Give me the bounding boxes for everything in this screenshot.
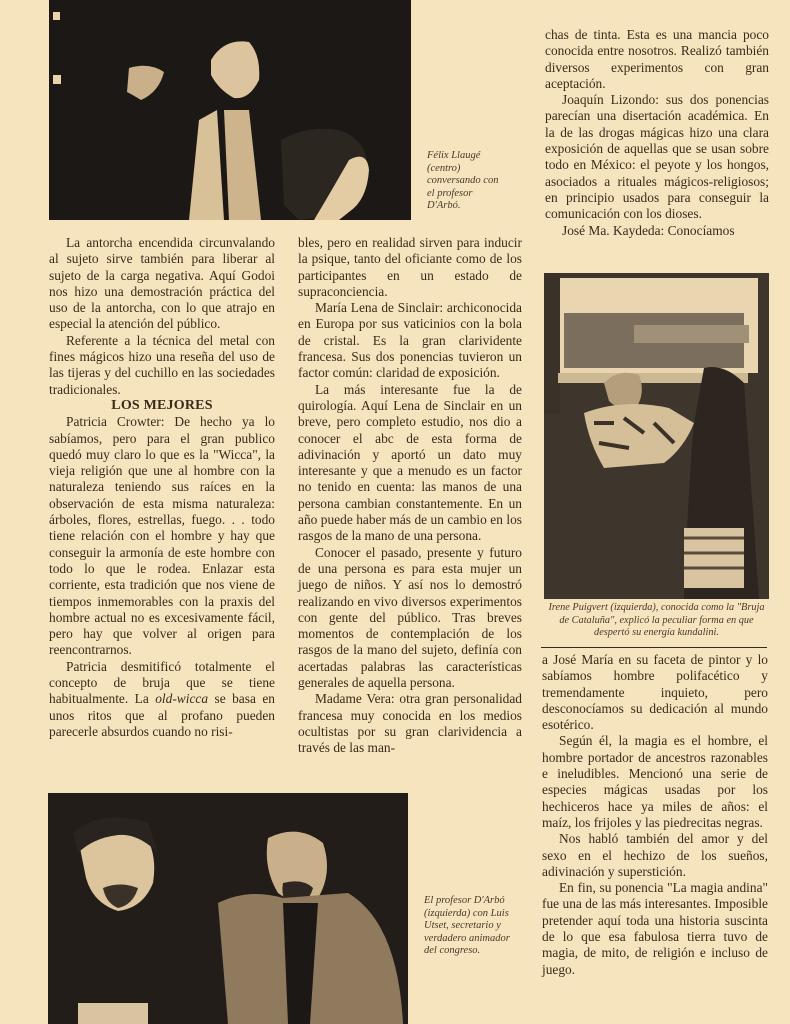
paragraph: chas de tinta. Esta es una mancia poco conocida entre nosotros. Realizó también diversos experimentos con gran aceptación.: [545, 27, 769, 91]
divider-rule: [541, 647, 767, 648]
photo-image: [48, 793, 408, 1024]
photo-caption-top: Félix Llaugé (centro) conversando con el profesor D'Arbó.: [427, 150, 499, 212]
paragraph: La más interesante fue la de quirología. Aquí Lena de Sinclair en un breve, pero completo estudio, nos dio a conocer el abc de esta forma de adivinación y aportó un dato muy interesante y que a menudo es un factor no tenido en cuenta: las manos de una persona cambian constantemente. En un año puede haber más de un cambio en los rasgos de la mano de una persona.: [298, 381, 522, 544]
photo-darbo-utset: [48, 793, 408, 1024]
paragraph: Patricia Crowter: De hecho ya lo sabíamos, pero para el gran publico quedó muy claro lo que es la "Wicca", la vieja religión que une al hombre con la naturaleza teniendo sus raíces en la observación de esta misma naturaleza: árboles, flores, estrellas, fuego. . . todo tiene relación con el hombre y hay que conseguir la armonía de este hombre con todo lo que le rodea. Enlazar esta corriente, esta tradición que nos viene de tiempos inmemorables con la praxis del hombre actual no es excesivamente fácil, pero hay que volver al origen para reencontrarnos.: [49, 414, 275, 658]
paragraph: bles, pero en realidad sirven para inducir la psique, tanto del oficiante como de los participantes en un estado de supraconciencia.: [298, 235, 522, 299]
emphasis: old-wicca: [155, 691, 209, 707]
paragraph: Madame Vera: otra gran personalidad francesa muy conocida en los medios ocultistas por su gran clarividencia a través de las man-: [298, 691, 522, 756]
photo-irene-puigvert: [544, 273, 769, 599]
paragraph: Joaquín Lizondo: sus dos ponencias parecían una disertación académica. En la de las drogas mágicas hizo una clara exposición de aquellas que se usan sobre todo en México: el peyote y los hongos, asociados a rituales mágicos-religiosos; en principio usados para conseguir la comunicación con los dioses.: [545, 92, 769, 222]
article-column-2: [298, 235, 522, 757]
article-column-3-bottom: [542, 652, 768, 978]
photo-image: [544, 273, 769, 599]
paragraph: a José María en su faceta de pintor y lo sabíamos hombre polifacético y tremendamente inquieto, pero desconocíamos su dedicación al mundo esotérico.: [542, 652, 768, 733]
photo-caption-right: Irene Puigvert (izquierda), conocida como la "Bruja de Cataluña", explicó la peculiar forma en que despertó su energía kundalini.: [548, 602, 765, 639]
section-heading: LOS MEJORES: [111, 397, 213, 413]
paragraph: María Lena de Sinclair: archiconocida en Europa por sus vaticinios con la bola de cristal. Es la gran clarividente francesa. Sus dos ponencias tuvieron un factor común: claridad de exposición.: [298, 300, 522, 381]
paragraph: Según él, la magia es el hombre, el hombre portador de ancestros razonables e ineludibles. Mencionó una serie de especies mágicas usadas por los hechiceros hace ya miles de años: el maíz, los frijoles y las piedrecitas negras.: [542, 733, 768, 830]
paragraph: [49, 659, 275, 740]
photo-caption-bottom: El profesor D'Arbó (izquierda) con Luis Utset, secretario y verdadero animador del congreso.: [424, 895, 510, 957]
photo-llauge-darbo: [49, 0, 411, 220]
photo-image: [49, 0, 411, 220]
text: Patricia desmitificó totalmente el concepto de bruja que se tiene habitualmente. La: [49, 658, 275, 707]
text: se basa en unos ritos que al profano pueden parecerle absurdos cuando no risi-: [49, 691, 275, 739]
paragraph: José Ma. Kaydeda: Conocíamos: [562, 222, 735, 238]
article-column-1: [49, 235, 275, 740]
paragraph: En fin, su ponencia "La magia andina" fue una de las más interesantes. Imposible pretender aquí toda una historia suscinta de lo que esa fabulosa tierra tuvo de magia, de mito, de religión e incluso de juego.: [542, 880, 768, 977]
paragraph: Conocer el pasado, presente y futuro de una persona es para esta mujer un juego de niños. Y así nos lo demostró realizando en vivo diversos experimentos con gente del público. Tras breves momentos de contemplación de los rasgos de la mano del sujeto, definía con acertadas palabras las características generales de aquella persona.: [298, 544, 522, 691]
paragraph: Referente a la técnica del metal con fines mágicos hizo una reseña del uso de las tijeras y del cuchillo en las sociedades tradicionales.: [49, 332, 275, 397]
paragraph: Nos habló también del amor y del sexo en el hechizo de los sueños, adivinación y superstición.: [542, 831, 768, 879]
article-column-3-top: [545, 27, 769, 239]
paragraph: La antorcha encendida circunvalando al sujeto sirve también para liberar al sujeto de la carga negativa. Aquí Godoi nos hizo una demostración práctica del uso de la antorcha, con lo que atrajo en especial la atención del público.: [49, 235, 275, 332]
